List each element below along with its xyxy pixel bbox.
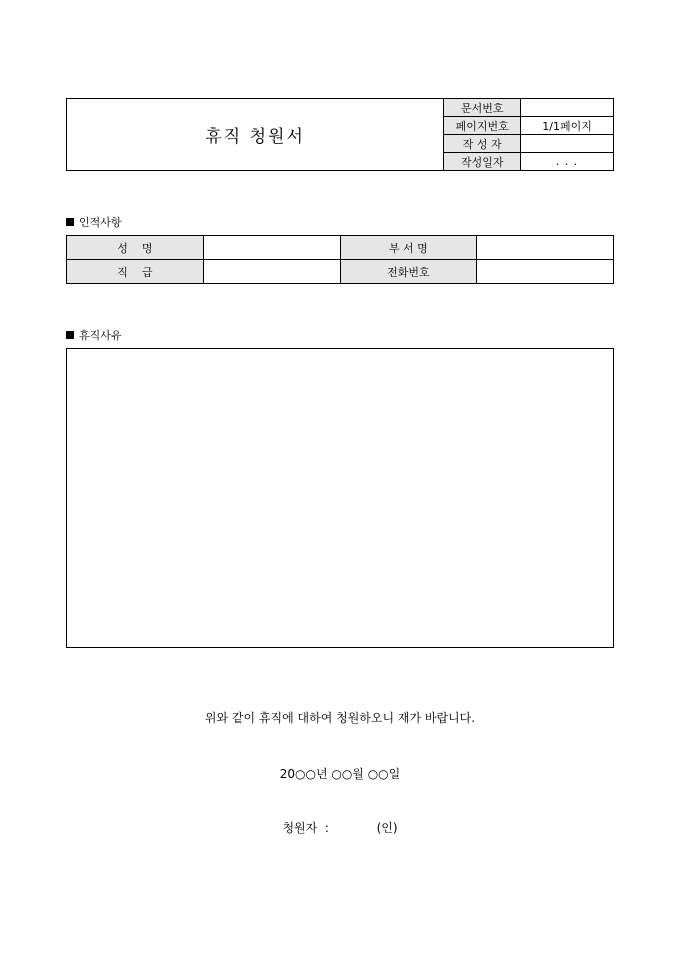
name-field[interactable] [203,236,340,260]
reason-section-heading [66,327,122,343]
document-title: 휴직 청원서 [67,99,444,171]
rank-label: 직 급 [67,260,204,284]
personal-section-title: 인적사항 [79,216,122,229]
phone-label: 전화번호 [340,260,477,284]
department-field[interactable] [477,236,614,260]
author-label: 작 성 자 [444,135,521,153]
request-statement: 위와 같이 휴직에 대하여 청원하오니 재가 바랍니다. [204,711,476,725]
page-number-value: 1/1페이지 [521,117,614,135]
page-number-label: 페이지번호 [444,117,521,135]
applicant-label: 청원자 : [282,821,329,835]
applicant-signature-line [0,819,680,836]
created-date-value: . . . [521,153,614,171]
created-date-label: 작성일자 [444,153,521,171]
name-label: 성 명 [67,236,204,260]
document-header-table [66,98,614,171]
personal-section-heading [66,214,122,230]
doc-number-value [521,99,614,117]
rank-field[interactable] [203,260,340,284]
department-label: 부 서 명 [340,236,477,260]
reason-section-title: 휴직사유 [79,329,122,342]
doc-number-label: 문서번호 [444,99,521,117]
leave-reason-textarea[interactable] [66,348,614,648]
personal-info-table [66,235,614,284]
black-square-icon [66,331,74,339]
phone-field[interactable] [477,260,614,284]
seal-mark: (인) [376,821,398,835]
author-value [521,135,614,153]
black-square-icon [66,218,74,226]
request-date: 20○○년 ○○월 ○○일 [279,767,401,781]
